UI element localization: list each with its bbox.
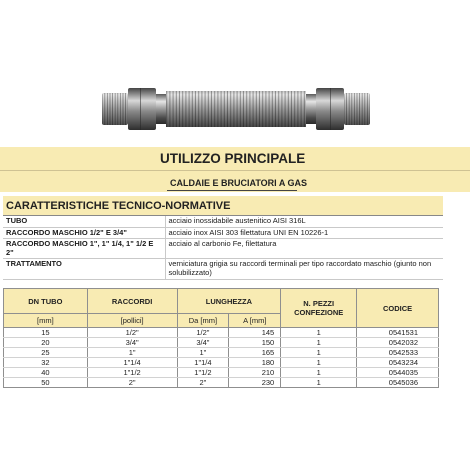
cell-dn: 20 (4, 338, 88, 348)
cell-dn: 25 (4, 348, 88, 358)
dimensions-header-row (4, 289, 439, 314)
cell-codice: 0542032 (357, 338, 439, 348)
spec-value: acciaio inossidabile austenitico AISI 316L (165, 216, 443, 227)
spec-key: RACCORDO MASCHIO 1/2" E 3/4" (3, 227, 165, 239)
specs-title: CARATTERISTICHE TECNICO-NORMATIVE (6, 200, 231, 212)
cell-dn: 32 (4, 358, 88, 368)
spec-row (3, 239, 443, 259)
cell-raccordi: 1/2" (87, 328, 177, 338)
cell-pezzi: 1 (281, 328, 357, 338)
spec-key: TUBO (3, 216, 165, 227)
cell-pezzi: 1 (281, 338, 357, 348)
cell-dn: 40 (4, 368, 88, 378)
spec-value: acciaio al carbonio Fe, filettatura (165, 239, 443, 259)
cell-pezzi: 1 (281, 368, 357, 378)
usage-title: UTILIZZO PRINCIPALE (160, 151, 306, 166)
cell-a: 180 (229, 358, 281, 368)
cell-da: 1/2" (177, 328, 229, 338)
spec-row (3, 227, 443, 239)
header-codice: CODICE (357, 289, 439, 328)
table-row (4, 358, 439, 368)
cell-da: 1"1/2 (177, 368, 229, 378)
cell-a: 210 (229, 368, 281, 378)
dimensions-table (3, 288, 439, 388)
cell-raccordi: 1"1/4 (87, 358, 177, 368)
cell-da: 1"1/4 (177, 358, 229, 368)
cell-raccordi: 2" (87, 378, 177, 388)
header-raccordi: RACCORDI (87, 289, 177, 314)
unit-raccordi: [pollici] (87, 314, 177, 328)
cell-codice: 0544035 (357, 368, 439, 378)
usage-divider (0, 170, 470, 171)
header-dn-tubo: DN TUBO (4, 289, 88, 314)
cell-pezzi: 1 (281, 358, 357, 368)
cell-dn: 50 (4, 378, 88, 388)
table-row (4, 368, 439, 378)
cell-a: 145 (229, 328, 281, 338)
cell-a: 165 (229, 348, 281, 358)
cell-da: 2" (177, 378, 229, 388)
cell-da: 1" (177, 348, 229, 358)
cell-raccordi: 1"1/2 (87, 368, 177, 378)
table-row (4, 328, 439, 338)
table-row (4, 378, 439, 388)
unit-da: Da [mm] (177, 314, 229, 328)
spec-key: RACCORDO MASCHIO 1", 1" 1/4, 1" 1/2 E 2" (3, 239, 165, 259)
cell-codice: 0543234 (357, 358, 439, 368)
cell-codice: 0545036 (357, 378, 439, 388)
cell-a: 150 (229, 338, 281, 348)
cell-da: 3/4" (177, 338, 229, 348)
cell-dn: 15 (4, 328, 88, 338)
cell-pezzi: 1 (281, 348, 357, 358)
specs-table (3, 216, 443, 280)
spec-value: acciaio inox AISI 303 filettatura UNI EN 10226-1 (165, 227, 443, 239)
header-lunghezza: LUNGHEZZA (177, 289, 281, 314)
cell-pezzi: 1 (281, 378, 357, 388)
cell-a: 230 (229, 378, 281, 388)
spec-row (3, 216, 443, 227)
cell-raccordi: 3/4" (87, 338, 177, 348)
usage-subtitle: CALDAIE E BRUCIATORI A GAS (170, 178, 308, 188)
usage-subtitle-underline (167, 190, 297, 191)
cell-codice: 0542533 (357, 348, 439, 358)
unit-dn-tubo: [mm] (4, 314, 88, 328)
spec-key: TRATTAMENTO (3, 259, 165, 280)
cell-codice: 0541531 (357, 328, 439, 338)
cell-raccordi: 1" (87, 348, 177, 358)
table-row (4, 348, 439, 358)
spec-value: verniciatura grigia su raccordi terminali per tipo raccordato maschio (giunto non solubilizzato) (165, 259, 443, 280)
table-row (4, 338, 439, 348)
unit-a: A [mm] (229, 314, 281, 328)
spec-row (3, 259, 443, 280)
flexible-hose-image (100, 80, 372, 138)
header-pezzi-confezione: N. PEZZI CONFEZIONE (281, 289, 357, 328)
